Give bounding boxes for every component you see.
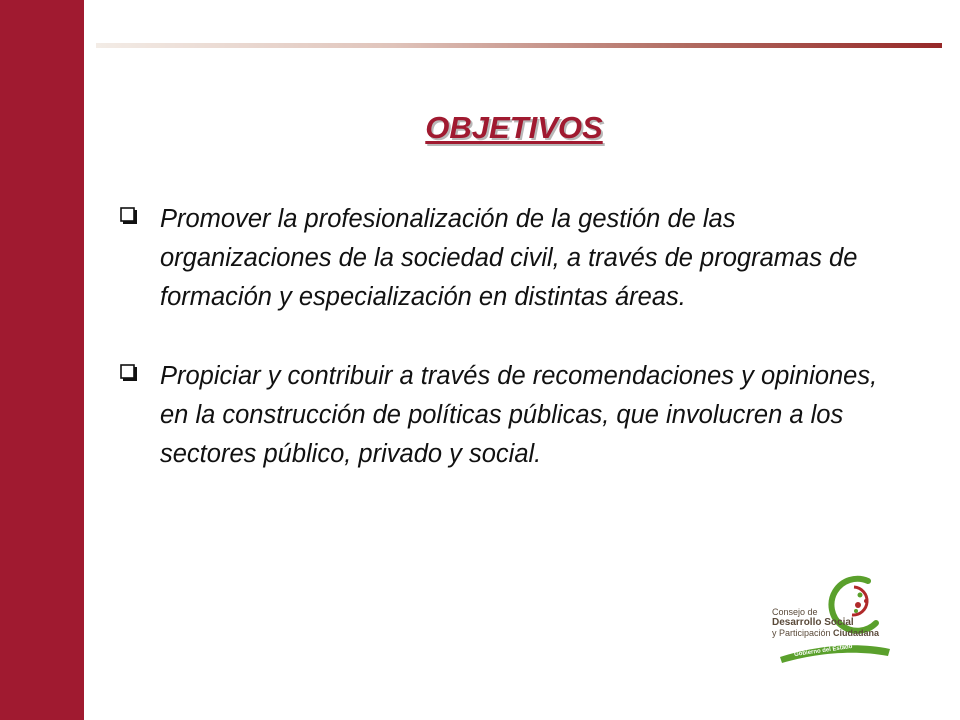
logo-line-3 xyxy=(772,628,879,639)
consejo-logo xyxy=(772,575,898,665)
checkbox-square-bullet-icon xyxy=(120,207,138,225)
top-gradient-rule xyxy=(96,43,942,48)
checkbox-square-bullet-icon xyxy=(120,364,138,382)
logo-line-1: Consejo de xyxy=(772,607,818,617)
objective-text-2: Propiciar y contribuir a través de recomendaciones y opiniones, en la construcción de políticas públicas, que involucren a los sectores público, privado y social. xyxy=(160,362,878,468)
logo-line-2: Desarrollo Social xyxy=(772,617,854,628)
list-item xyxy=(120,357,910,474)
logo-line-3-a: y Participación xyxy=(772,628,831,638)
list-item xyxy=(120,200,910,317)
slide-title: OBJETIVOS xyxy=(425,110,603,145)
objectives-list xyxy=(120,200,910,514)
logo-ribbon-text: Gobierno del Estado xyxy=(793,643,853,659)
objective-text-1: Promover la profesionalización de la gestión de las organizaciones de la sociedad civil, a través de programas de formación y especialización en distintas áreas. xyxy=(160,205,858,311)
left-accent-bar xyxy=(0,0,84,720)
logo-line-3-b: Ciudadana xyxy=(833,628,880,638)
